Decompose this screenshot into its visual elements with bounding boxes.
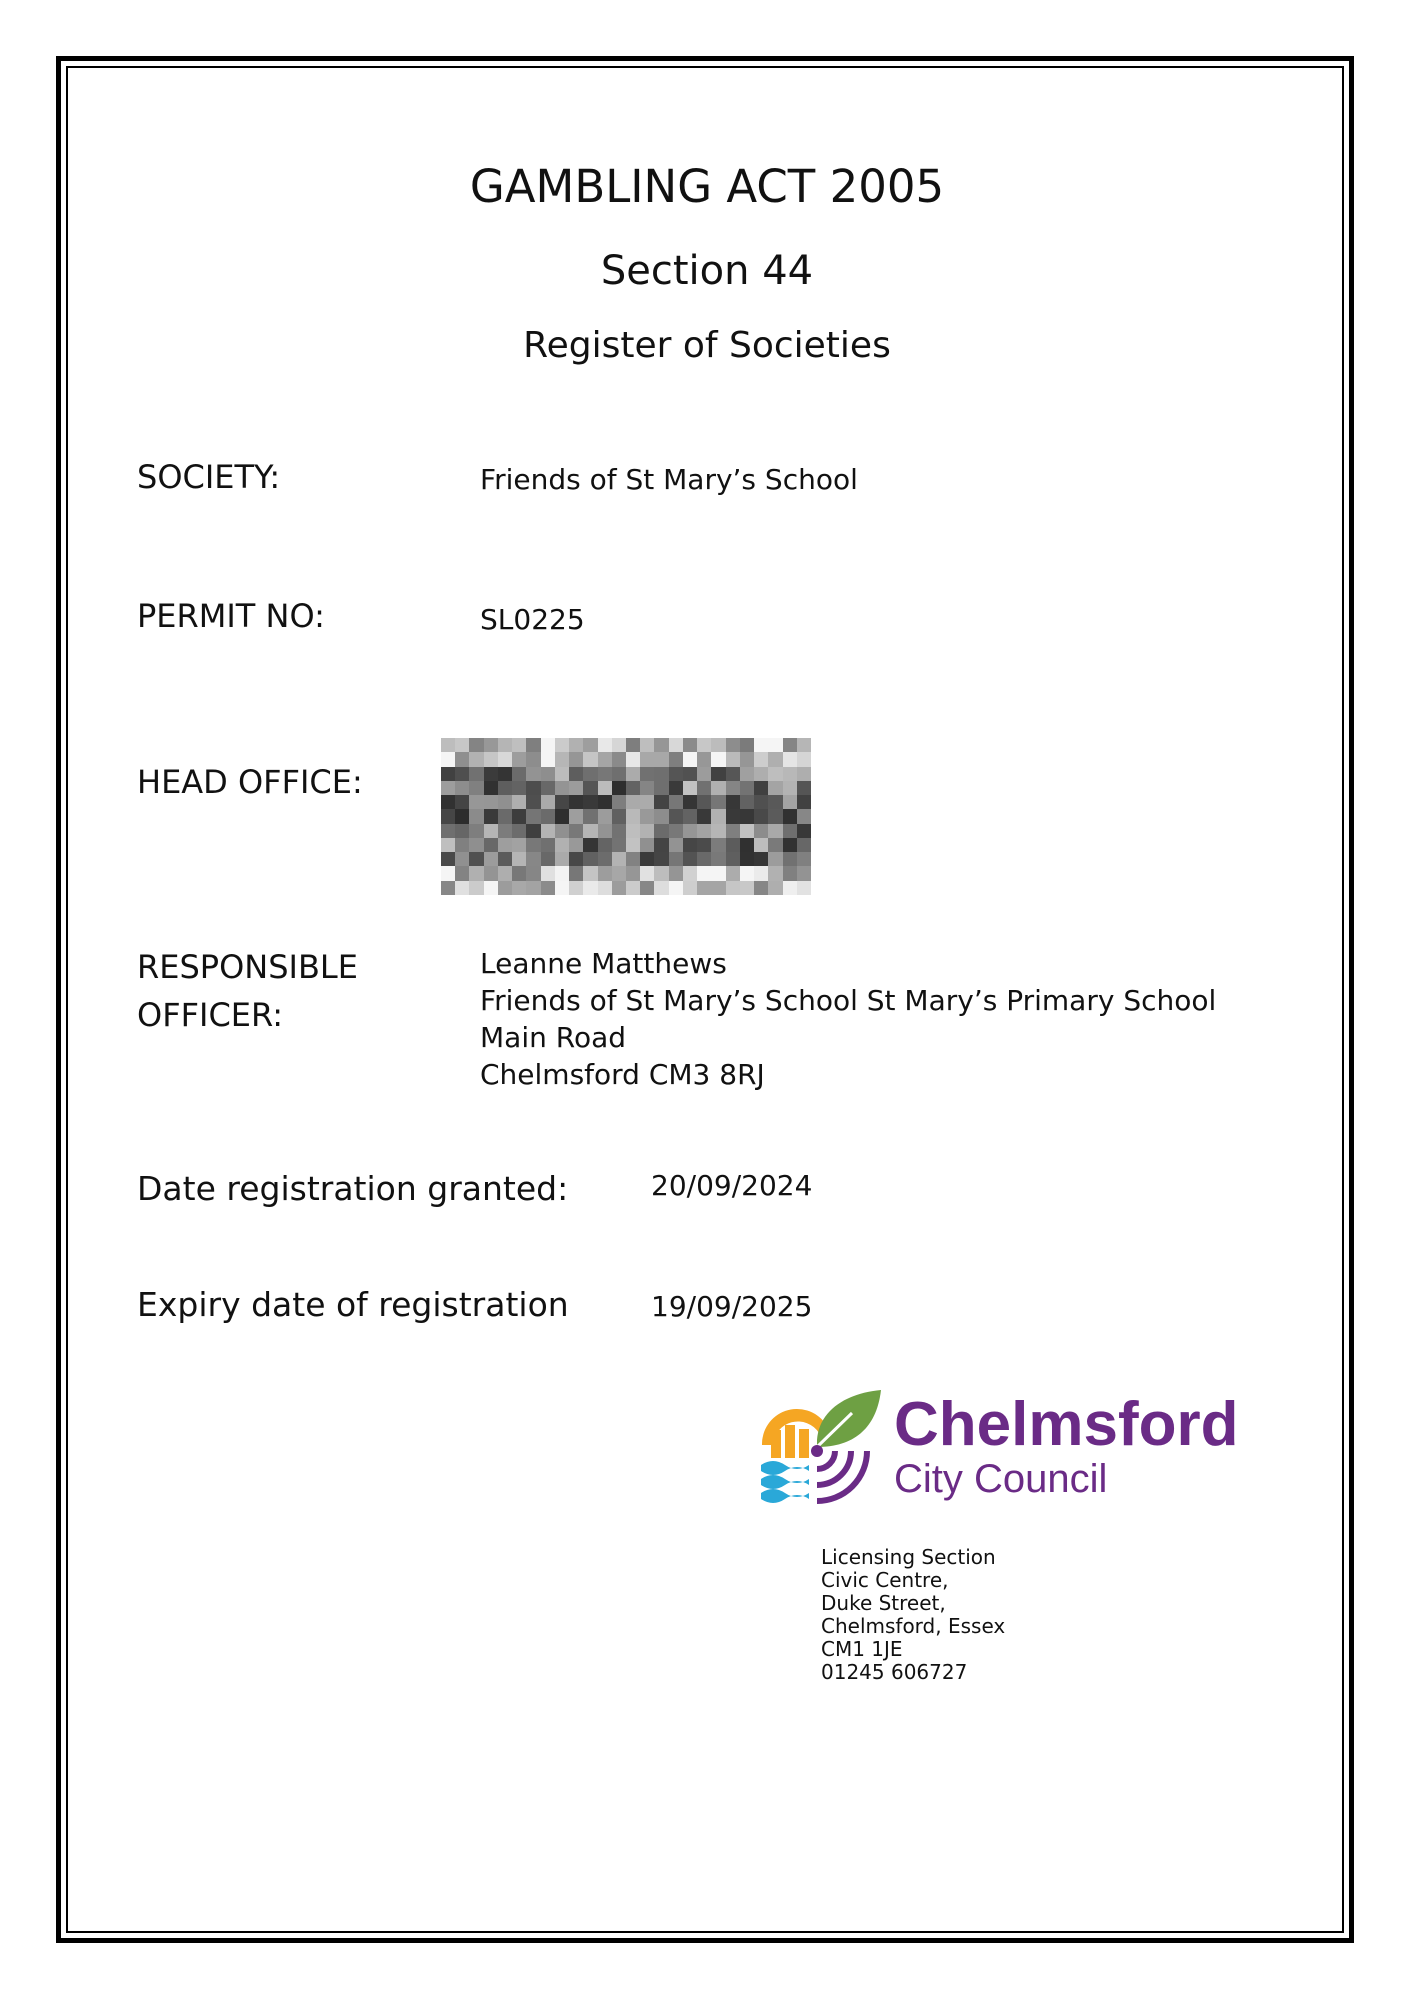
date-granted-value: 20/09/2024 [651, 1169, 813, 1202]
document-subtitle: Section 44 [600, 248, 814, 294]
officer-street: Main Road [480, 1021, 627, 1054]
register-heading: Register of Societies [523, 325, 891, 366]
document-title: GAMBLING ACT 2005 [469, 160, 945, 213]
chelmsford-city-council-logo [757, 1385, 1252, 1515]
head-office-label: HEAD OFFICE: [137, 763, 363, 801]
permit-value: SL0225 [480, 603, 585, 636]
responsible-officer-details [480, 945, 1216, 1093]
date-granted-label: Date registration granted: [137, 1169, 569, 1208]
responsible-officer-label: RESPONSIBLE OFFICER: [137, 948, 358, 1034]
address-line: Civic Centre, [821, 1568, 949, 1592]
officer-town: Chelmsford CM3 8RJ [480, 1058, 765, 1091]
address-phone: 01245 606727 [821, 1660, 968, 1684]
address-line: Licensing Section [821, 1545, 996, 1569]
address-line: Duke Street, [821, 1591, 946, 1615]
expiry-date-label: Expiry date of registration [137, 1285, 569, 1324]
society-value: Friends of St Mary’s School [480, 463, 858, 496]
officer-org: Friends of St Mary’s School St Mary’s Primary School [480, 984, 1217, 1017]
logo-wordmark-line1: Chelmsford [894, 1390, 1239, 1459]
expiry-date-value: 19/09/2025 [651, 1290, 813, 1323]
logo-wordmark-line2: City Council [894, 1457, 1108, 1501]
society-label: SOCIETY: [137, 458, 281, 496]
address-line: CM1 1JE [821, 1637, 903, 1661]
officer-name: Leanne Matthews [480, 947, 727, 980]
permit-label: PERMIT NO: [137, 597, 325, 635]
redacted-head-office [441, 738, 811, 895]
address-line: Chelmsford, Essex [821, 1614, 1006, 1638]
council-address [821, 1546, 1005, 1684]
